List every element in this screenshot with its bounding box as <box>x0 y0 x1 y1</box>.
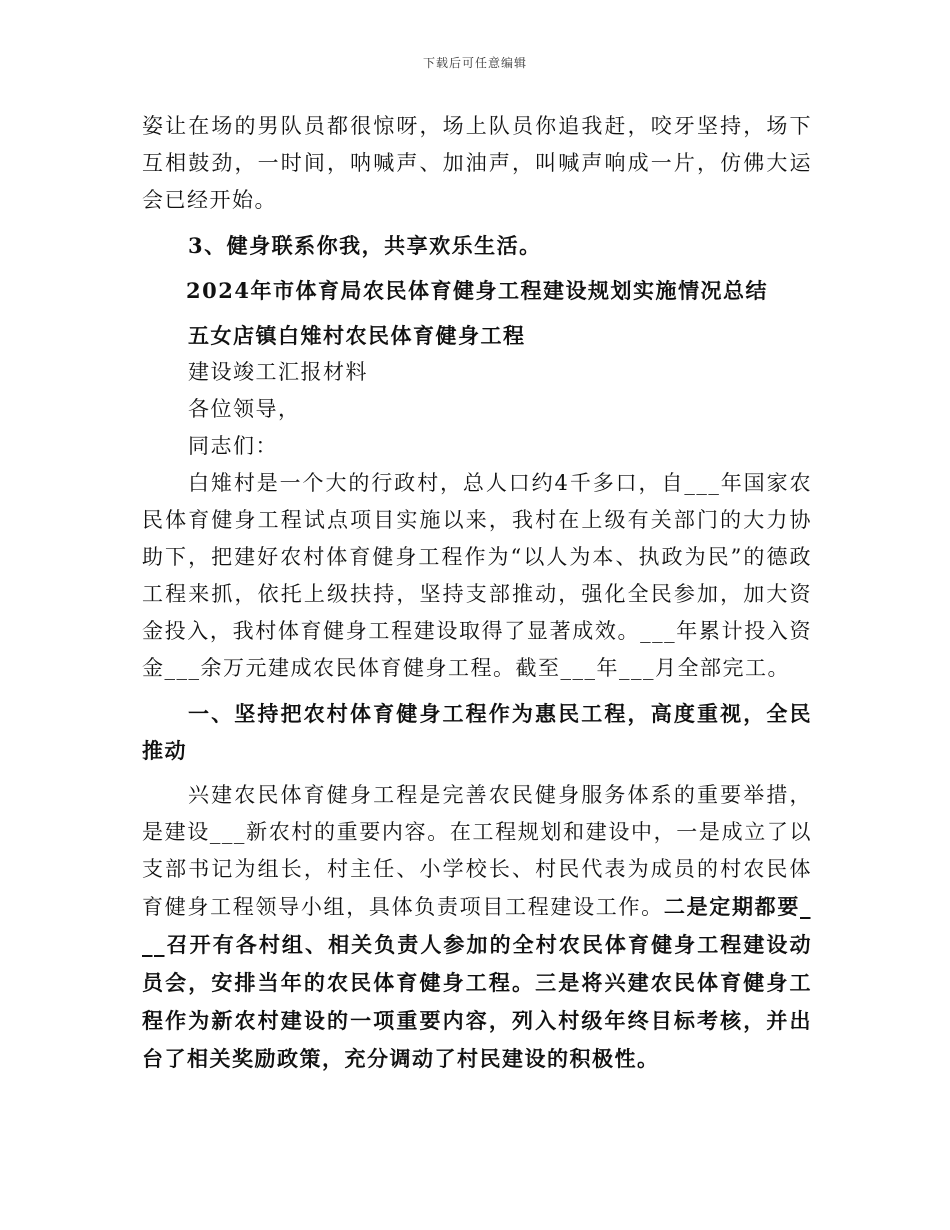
section-heading-1: 一、坚持把农村体育健身工程作为惠民工程，高度重视，全民推动 <box>142 701 812 763</box>
report-line: 建设竣工汇报材料 <box>188 360 368 384</box>
salutation-comrades: 同志们： <box>188 434 278 458</box>
paragraph-section-1-bold: 二是定期都要___召开有各村组、相关负责人参加的全村农民体育健身工程建设动员会，安排当年的农民体育健身工程。三是将兴建农民体育健身工程作为新农村建设的一项重要内容，列入村级年终目标考核，并出台了相关奖励政策，充分调动了村民建设的积极性。 <box>142 894 813 1071</box>
paragraph-section-1-normal: 兴建农民体育健身工程是完善农民健身服务体系的重要举措，是建设___新农村的重要内容。在工程规划和建设中，一是成立了以支部书记为组长，村主任、小学校长、村民代表为成员的村农民体育健身工程领导小组，具体负责项目工程建设工作。 <box>142 783 812 919</box>
paragraph-intro: 白雉村是一个大的行政村，总人口约4千多口，自___年国家农民体育健身工程试点项目实施以来，我村在上级有关部门的大力协助下，把建好农村体育健身工程作为“以人为本、执政为民”的德政工程来抓，依托上级扶持，坚持支部推动，强化全民参加，加大资金投入，我村体育健身工程建设取得了显著成效。___年累计投入资金___余万元建成农民体育健身工程。截至___年___月全部完工。 <box>142 471 812 680</box>
header-note: 下载后可任意编辑 <box>422 56 527 70</box>
salutation-leaders: 各位领导， <box>188 397 301 421</box>
paragraph-continuation: 姿让在场的男队员都很惊呀，场上队员你追我赶，咬牙坚持，场下互相鼓劲，一时间，呐喊声、加油声，叫喊声响成一片，仿佛大运会已经开始。 <box>142 114 812 212</box>
paragraph-section-1 <box>142 777 812 1078</box>
document-subtitle: 五女店镇白雉村农民体育健身工程 <box>188 323 526 348</box>
document-title: 2024年市体育局农民体育健身工程建设规划实施情况总结 <box>186 278 768 303</box>
item-3-heading: 3、健身联系你我，共享欢乐生活。 <box>188 233 542 258</box>
document-body <box>142 108 812 1078</box>
